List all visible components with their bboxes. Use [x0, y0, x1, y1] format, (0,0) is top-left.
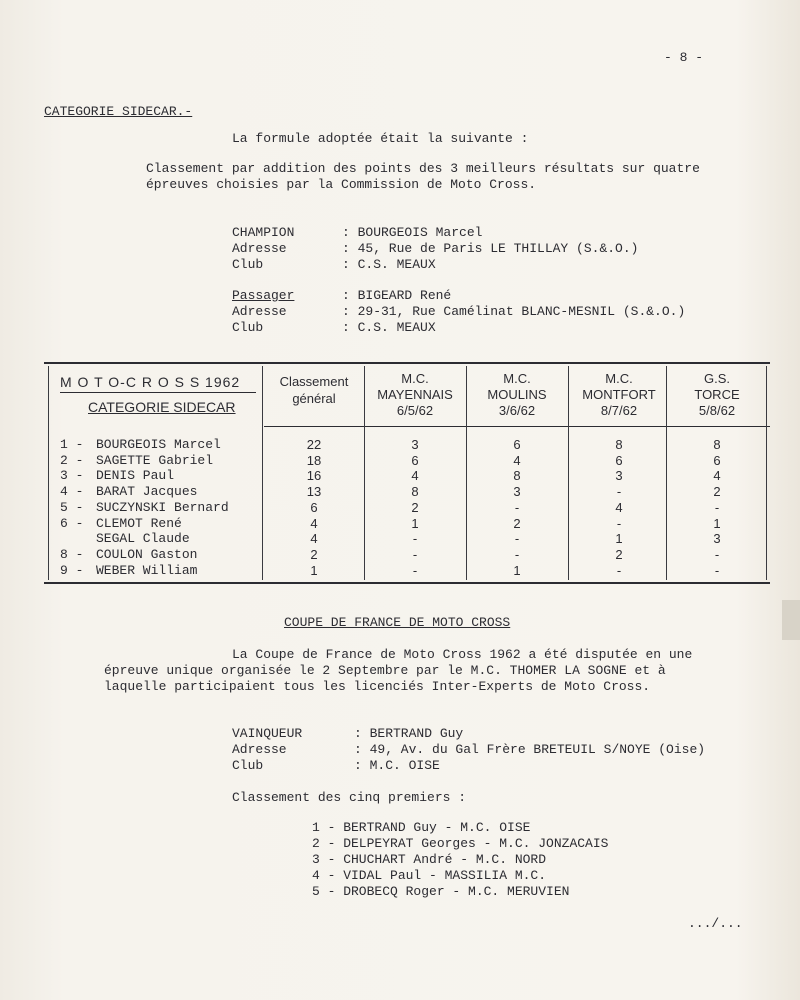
- rider-round-result: 4: [513, 453, 521, 468]
- rider-round-result: 6: [411, 453, 419, 468]
- rider-total: 4: [310, 531, 318, 546]
- classement-title: Classement des cinq premiers :: [232, 790, 467, 805]
- coupe-title: COUPE DE FRANCE DE MOTO CROSS: [284, 615, 511, 630]
- top5-item: 5 - DROBECQ Roger - M.C. MERUVIEN: [312, 884, 570, 899]
- rider-total: 1: [310, 563, 318, 578]
- rider-name: BARAT Jacques: [96, 484, 198, 499]
- rider-name: DENIS Paul: [96, 468, 175, 483]
- rider-name: SAGETTE Gabriel: [96, 453, 214, 468]
- table-header-rule: [264, 426, 770, 427]
- table-title: M O T O-C R O S S 1962: [60, 374, 241, 390]
- rider-round-result: -: [412, 531, 418, 546]
- rider-round-result: -: [616, 484, 622, 499]
- rider-round-result: -: [514, 500, 520, 515]
- passenger-value: : BIGEARD René: [342, 288, 452, 303]
- rider-round-result: -: [514, 531, 520, 546]
- rider-round-result: 3: [513, 484, 521, 499]
- table-divider: [466, 366, 467, 580]
- champion-address-label: Adresse: [232, 241, 287, 256]
- rider-total: 22: [306, 437, 322, 452]
- rule-line-2: épreuves choisies par la Commission de Moto Cross.: [146, 177, 537, 192]
- rider-round-result: 8: [713, 437, 721, 452]
- champion-club-value: : C.S. MEAUX: [342, 257, 436, 272]
- winner-value: : BERTRAND Guy: [354, 726, 464, 741]
- intro-line: La formule adoptée était la suivante :: [232, 131, 529, 146]
- column-header-1-line-1: M.C.: [401, 371, 429, 386]
- rider-rank: 5 -: [60, 500, 84, 515]
- column-header-1-line-3: 6/5/62: [396, 403, 434, 418]
- top5-item: 2 - DELPEYRAT Georges - M.C. JONZACAIS: [312, 836, 609, 851]
- column-header-2-line-2: MOULINS: [487, 387, 547, 402]
- champion-label: CHAMPION: [232, 225, 295, 240]
- rider-round-result: -: [616, 516, 622, 531]
- passenger-label: Passager: [232, 288, 295, 303]
- column-header-3-line-1: M.C.: [605, 371, 633, 386]
- column-header-3-line-3: 8/7/62: [600, 403, 638, 418]
- rider-rank: 1 -: [60, 437, 84, 452]
- rider-round-result: 4: [411, 468, 419, 483]
- table-bottom-rule: [44, 582, 770, 584]
- winner-address-label: Adresse: [232, 742, 287, 757]
- passenger-club-value: : C.S. MEAUX: [342, 320, 436, 335]
- table-divider: [262, 366, 263, 580]
- rider-rank: 6 -: [60, 516, 84, 531]
- rider-name: SUCZYNSKI Bernard: [96, 500, 229, 515]
- column-header-2-line-1: M.C.: [503, 371, 531, 386]
- rider-round-result: 2: [615, 547, 623, 562]
- rider-name: COULON Gaston: [96, 547, 198, 562]
- rider-round-result: -: [714, 547, 720, 562]
- rider-round-result: -: [412, 563, 418, 578]
- rider-round-result: 2: [411, 500, 419, 515]
- page-number: - 8 -: [664, 50, 704, 65]
- table-left-border: [48, 366, 49, 580]
- rider-round-result: 6: [615, 453, 623, 468]
- rider-round-result: -: [616, 563, 622, 578]
- rider-round-result: 4: [713, 468, 721, 483]
- champion-value: : BOURGEOIS Marcel: [342, 225, 483, 240]
- rider-round-result: 3: [615, 468, 623, 483]
- champion-club-label: Club: [232, 257, 264, 272]
- rider-round-result: -: [514, 547, 520, 562]
- rider-rank: 8 -: [60, 547, 84, 562]
- rider-name: WEBER William: [96, 563, 198, 578]
- rider-round-result: 6: [513, 437, 521, 452]
- table-title-underline: [60, 392, 256, 393]
- passenger-address-value: : 29-31, Rue Camélinat BLANC-MESNIL (S.&.O.): [342, 304, 686, 319]
- table-divider: [364, 366, 365, 580]
- column-header-1-line-2: MAYENNAIS: [377, 387, 453, 402]
- rider-round-result: 1: [411, 516, 419, 531]
- coupe-para-line-1: La Coupe de France de Moto Cross 1962 a été disputée en une: [232, 647, 693, 662]
- rider-round-result: 8: [411, 484, 419, 499]
- rider-total: 16: [306, 468, 322, 483]
- column-header-3-line-2: MONTFORT: [582, 387, 656, 402]
- rider-rank: 9 -: [60, 563, 84, 578]
- rider-round-result: 1: [713, 516, 721, 531]
- table-top-rule: [44, 362, 770, 364]
- passenger-club-label: Club: [232, 320, 264, 335]
- rider-name: CLEMOT René: [96, 516, 182, 531]
- winner-address-value: : 49, Av. du Gal Frère BRETEUIL S/NOYE (Oise): [354, 742, 706, 757]
- column-header-4-line-1: G.S.: [703, 371, 730, 386]
- passenger-address-label: Adresse: [232, 304, 287, 319]
- rider-name: BOURGEOIS Marcel: [96, 437, 221, 452]
- rider-round-result: 2: [713, 484, 721, 499]
- header-general-line-1: Classement: [279, 374, 349, 389]
- header-general-line-2: général: [292, 391, 336, 406]
- coupe-para-line-3: laquelle participaient tous les licenciés Inter-Experts de Moto Cross.: [104, 679, 651, 694]
- rider-round-result: 3: [713, 531, 721, 546]
- rider-round-result: -: [412, 547, 418, 562]
- rider-name: SEGAL Claude: [96, 531, 190, 546]
- coupe-para-line-2: épreuve unique organisée le 2 Septembre par le M.C. THOMER LA SOGNE et à: [104, 663, 666, 678]
- page-fold: [782, 600, 800, 640]
- rider-rank: 2 -: [60, 453, 84, 468]
- top5-item: 3 - CHUCHART André - M.C. NORD: [312, 852, 547, 867]
- rider-total: 13: [306, 484, 322, 499]
- rider-total: 18: [306, 453, 322, 468]
- column-header-4-line-2: TORCE: [694, 387, 740, 402]
- rider-round-result: 4: [615, 500, 623, 515]
- column-header-2-line-3: 3/6/62: [498, 403, 536, 418]
- rider-round-result: -: [714, 500, 720, 515]
- rule-line-1: Classement par addition des points des 3 meilleurs résultats sur quatre: [146, 161, 700, 176]
- top5-item: 4 - VIDAL Paul - MASSILIA M.C.: [312, 868, 547, 883]
- winner-label: VAINQUEUR: [232, 726, 303, 741]
- rider-round-result: 8: [615, 437, 623, 452]
- rider-round-result: 1: [615, 531, 623, 546]
- rider-round-result: 6: [713, 453, 721, 468]
- winner-club-value: : M.C. OISE: [354, 758, 440, 773]
- winner-club-label: Club: [232, 758, 264, 773]
- table-divider: [568, 366, 569, 580]
- rider-round-result: 8: [513, 468, 521, 483]
- table-subtitle: CATEGORIE SIDECAR: [88, 399, 236, 415]
- section-title: CATEGORIE SIDECAR.-: [44, 104, 193, 119]
- rider-total: 2: [310, 547, 318, 562]
- top5-item: 1 - BERTRAND Guy - M.C. OISE: [312, 820, 531, 835]
- rider-total: 4: [310, 516, 318, 531]
- table-right-border: [766, 366, 767, 580]
- rider-rank: 4 -: [60, 484, 84, 499]
- rider-round-result: -: [714, 563, 720, 578]
- champion-address-value: : 45, Rue de Paris LE THILLAY (S.&.O.): [342, 241, 639, 256]
- rider-total: 6: [310, 500, 318, 515]
- continued-marker: .../...: [688, 916, 743, 931]
- rider-round-result: 2: [513, 516, 521, 531]
- rider-round-result: 3: [411, 437, 419, 452]
- rider-rank: 3 -: [60, 468, 84, 483]
- column-header-4-line-3: 5/8/62: [698, 403, 736, 418]
- rider-round-result: 1: [513, 563, 521, 578]
